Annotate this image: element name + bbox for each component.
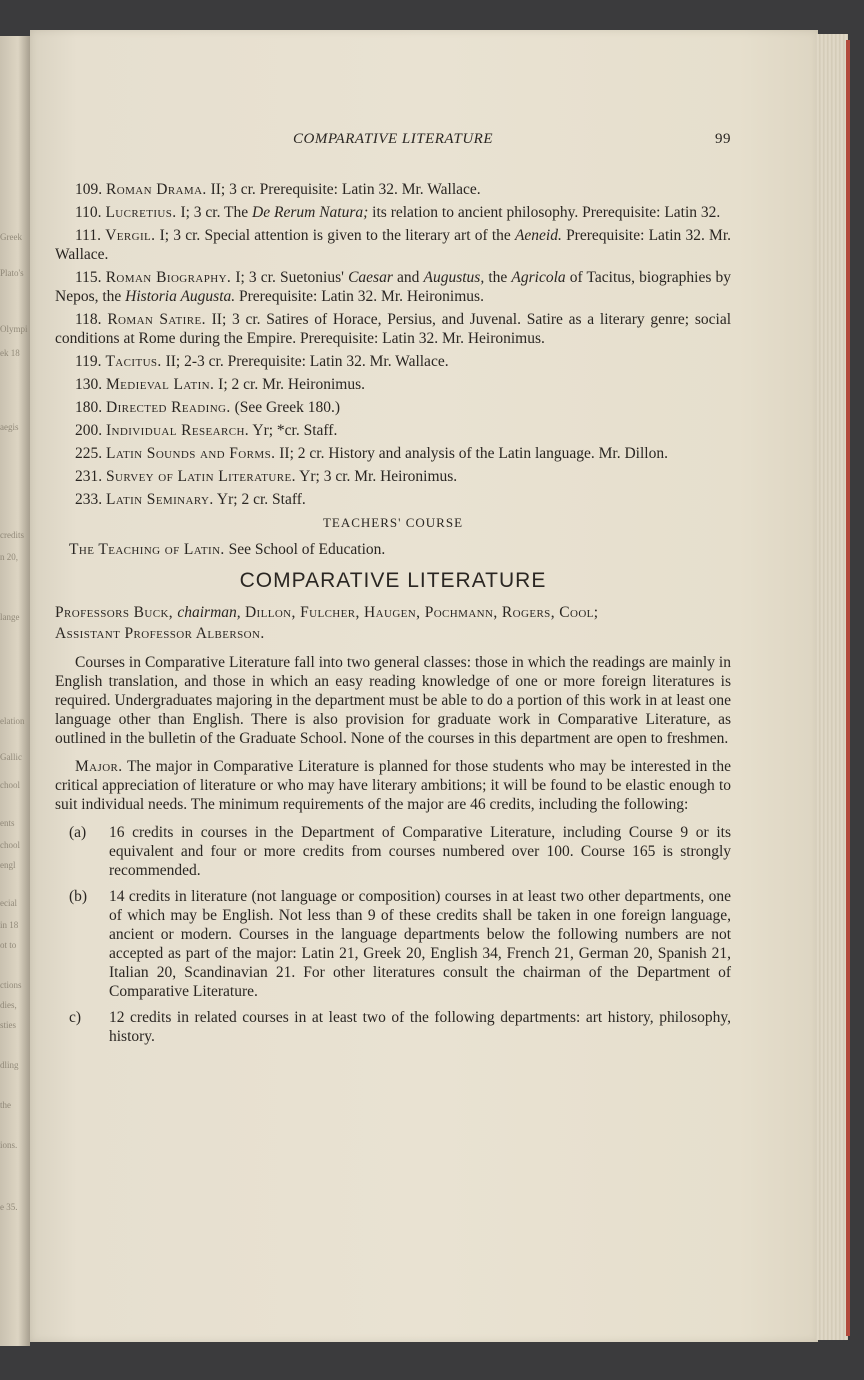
facing-page-fragment: n 20, <box>0 552 18 562</box>
course-name: Roman Satire. <box>107 311 206 328</box>
course-entry <box>55 268 731 306</box>
requirement-text: 12 credits in related courses in at least two of the following departments: art history, philosophy, history. <box>109 1009 731 1045</box>
course-name: Survey of Latin Literature. <box>106 468 296 485</box>
facing-page-fragment: chool <box>0 780 20 790</box>
facing-page-fragment: ctions <box>0 980 22 990</box>
faculty-list <box>55 602 731 644</box>
course-name: Directed Reading. <box>106 399 231 416</box>
course-name: Latin Sounds and Forms. <box>106 445 276 462</box>
course-number: 130. <box>75 376 103 393</box>
work-title: Aeneid. <box>514 227 562 244</box>
facing-page-fragment: aegis <box>0 422 19 432</box>
facing-page-fragment: chool <box>0 840 20 850</box>
course-name: Vergil. <box>105 227 156 244</box>
facing-page-fragment: sties <box>0 1020 17 1030</box>
course-details: and <box>392 269 424 286</box>
course-name: Latin Seminary. <box>106 491 214 508</box>
facing-page-fragment: Gallic <box>0 752 22 762</box>
course-details: Yr; 3 cr. Mr. Heironimus. <box>295 468 458 485</box>
major-text: The major in Comparative Literature is planned for those students who may be interested in the critical appreciation of literature or who may have literary ambitions; it will be found to be elastic enough to suit individual needs. The minimum requirements of the major are 46 credits, including the following: <box>55 758 731 813</box>
course-details: its relation to ancient philosophy. Prerequisite: Latin 32. <box>368 204 721 221</box>
course-number: 109. <box>75 181 103 198</box>
course-details: II; 2-3 cr. Prerequisite: Latin 32. Mr. Wallace. <box>161 353 449 370</box>
course-number: 111. <box>75 227 101 244</box>
facing-page-fragment: credits <box>0 530 24 540</box>
course-name: Individual Research. <box>106 422 250 439</box>
faculty-names: Assistant Professor Alberson. <box>55 625 265 642</box>
course-entry <box>55 490 731 509</box>
facing-page-fragment: ions. <box>0 1140 18 1150</box>
running-header <box>55 118 731 147</box>
course-details: II; 3 cr. Satires of Horace, Persius, and Juvenal. Satire as a literary genre; social conditions at Rome during the Empire. Prerequisite: Latin 32. Mr. Heironimus. <box>55 311 732 347</box>
facing-page-fragment: in 18 <box>0 920 19 930</box>
facing-page-fragment: dies, <box>0 1000 17 1010</box>
work-title: De Rerum Natura; <box>252 204 369 221</box>
requirement-label: c) <box>69 1009 82 1026</box>
course-entry <box>55 375 731 394</box>
work-title: Historia Augusta. <box>125 288 236 305</box>
facing-page-fragment: ek 18 <box>0 348 20 358</box>
facing-page-fragment: engl <box>0 860 16 870</box>
course-entry <box>55 352 731 371</box>
course-entry <box>55 310 731 348</box>
course-details: I; 3 cr. The <box>176 204 253 221</box>
requirement-text: 14 credits in literature (not language or composition) courses in at least two other departments, one of which may be English. Not less than 9 of these credits shall be taken in one foreign language, ancient or modern. Courses in the language departments below the following numbers are not accepted as part of the major: Latin 21, Greek 20, English 34, French 21, German 20, Spanish 21, Italian 20, Scandinavian 21. For other literatures consult the chairman of the Department of Comparative Literature. <box>109 888 731 1000</box>
facing-page-fragment: ents <box>0 818 15 828</box>
course-name: Roman Drama. <box>106 181 207 198</box>
facing-page-fragment: lange <box>0 612 20 622</box>
facing-page-fragment: Greek <box>0 232 22 242</box>
major-label: Major. <box>75 758 123 775</box>
facing-page-fragment: elation <box>0 716 25 726</box>
course-entry <box>55 180 731 199</box>
facing-page-fragment: ot to <box>0 940 17 950</box>
facing-page-edge <box>0 36 30 1346</box>
course-entry <box>55 421 731 440</box>
facing-page-fragment: ecial <box>0 898 17 908</box>
course-entry <box>55 226 731 264</box>
work-title: Caesar <box>348 269 393 286</box>
requirement-item <box>55 823 731 880</box>
course-number: 110. <box>75 204 102 221</box>
course-number: 225. <box>75 445 103 462</box>
course-entry <box>55 398 731 417</box>
course-name: Roman Biography. <box>105 269 232 286</box>
facing-page-fragment: dling <box>0 1060 19 1070</box>
faculty-names: Professors Buck, <box>55 604 178 621</box>
page-number: 99 <box>715 131 731 147</box>
course-entry <box>55 467 731 486</box>
section-title: COMPARATIVE LITERATURE <box>239 569 547 592</box>
course-name: Lucretius. <box>105 204 177 221</box>
course-number: 115. <box>75 269 102 286</box>
course-number: 231. <box>75 468 103 485</box>
course-name: The Teaching of Latin. <box>69 541 225 558</box>
course-number: 233. <box>75 491 103 508</box>
course-name: Medieval Latin. <box>106 376 215 393</box>
facing-page-fragment: the <box>0 1100 11 1110</box>
major-paragraph <box>55 757 731 814</box>
facing-page-fragment: Plato's <box>0 268 24 278</box>
course-entry <box>55 444 731 463</box>
faculty-role: chairman, <box>177 604 241 621</box>
facing-page-fragment: Olympi <box>0 324 28 334</box>
course-number: 180. <box>75 399 103 416</box>
requirement-label: (b) <box>69 888 88 905</box>
page-content <box>55 118 731 1053</box>
course-number: 200. <box>75 422 103 439</box>
intro-paragraph: Courses in Comparative Literature fall into two general classes: those in which the readings are mainly in English translation, and those in which an easy reading knowledge of one or more foreign literatures is required. Undergraduates majoring in the department must be able to do a portion of this work in at least one language other than English. There is also provision for graduate work in Comparative Literature, as outlined in the bulletin of the Graduate School. None of the courses in this department are open to freshmen. <box>55 654 731 747</box>
course-details: I; 3 cr. Suetonius' <box>231 269 349 286</box>
work-title: Augustus, <box>423 269 485 286</box>
teachers-course-entry <box>55 540 731 559</box>
course-details: Prerequisite: Latin 32. Mr. Heironimus. <box>235 288 484 305</box>
faculty-names: Dillon, Fulcher, Haugen, Pochmann, Rogers, Cool; <box>240 604 599 621</box>
course-details: the <box>484 269 512 286</box>
teachers-course-heading: TEACHERS' COURSE <box>322 515 464 530</box>
course-details: II; 3 cr. Prerequisite: Latin 32. Mr. Wallace. <box>206 181 481 198</box>
course-details: Prerequisite: Latin 32. Mr. Wallace. <box>55 227 732 263</box>
course-number: 118. <box>75 311 102 328</box>
requirement-item <box>55 1008 731 1046</box>
course-number: 119. <box>75 353 102 370</box>
course-details: I; 2 cr. Mr. Heironimus. <box>214 376 365 393</box>
running-title: COMPARATIVE LITERATURE <box>292 131 494 147</box>
course-name: Tacitus. <box>105 353 162 370</box>
course-details: Yr; 2 cr. Staff. <box>213 491 306 508</box>
requirement-label: (a) <box>69 824 87 841</box>
course-details: Yr; *cr. Staff. <box>249 422 338 439</box>
requirement-text: 16 credits in courses in the Department of Comparative Literature, including Course 9 or its equivalent and four or more credits from courses numbered over 100. Course 165 is strongly recommended. <box>109 824 731 879</box>
course-details: See School of Education. <box>224 541 386 558</box>
red-page-edge <box>846 40 850 1336</box>
page-stack-edge <box>816 34 848 1340</box>
course-entry <box>55 203 731 222</box>
course-details: (See Greek 180.) <box>230 399 341 416</box>
course-details: II; 2 cr. History and analysis of the Latin language. Mr. Dillon. <box>275 445 668 462</box>
course-details: I; 3 cr. Special attention is given to the literary art of the <box>155 227 515 244</box>
course-details: of Tacitus, biographies by Nepos, the <box>55 269 732 305</box>
facing-page-fragment: e 35. <box>0 1202 18 1212</box>
requirement-item <box>55 887 731 1001</box>
work-title: Agricola <box>511 269 566 286</box>
